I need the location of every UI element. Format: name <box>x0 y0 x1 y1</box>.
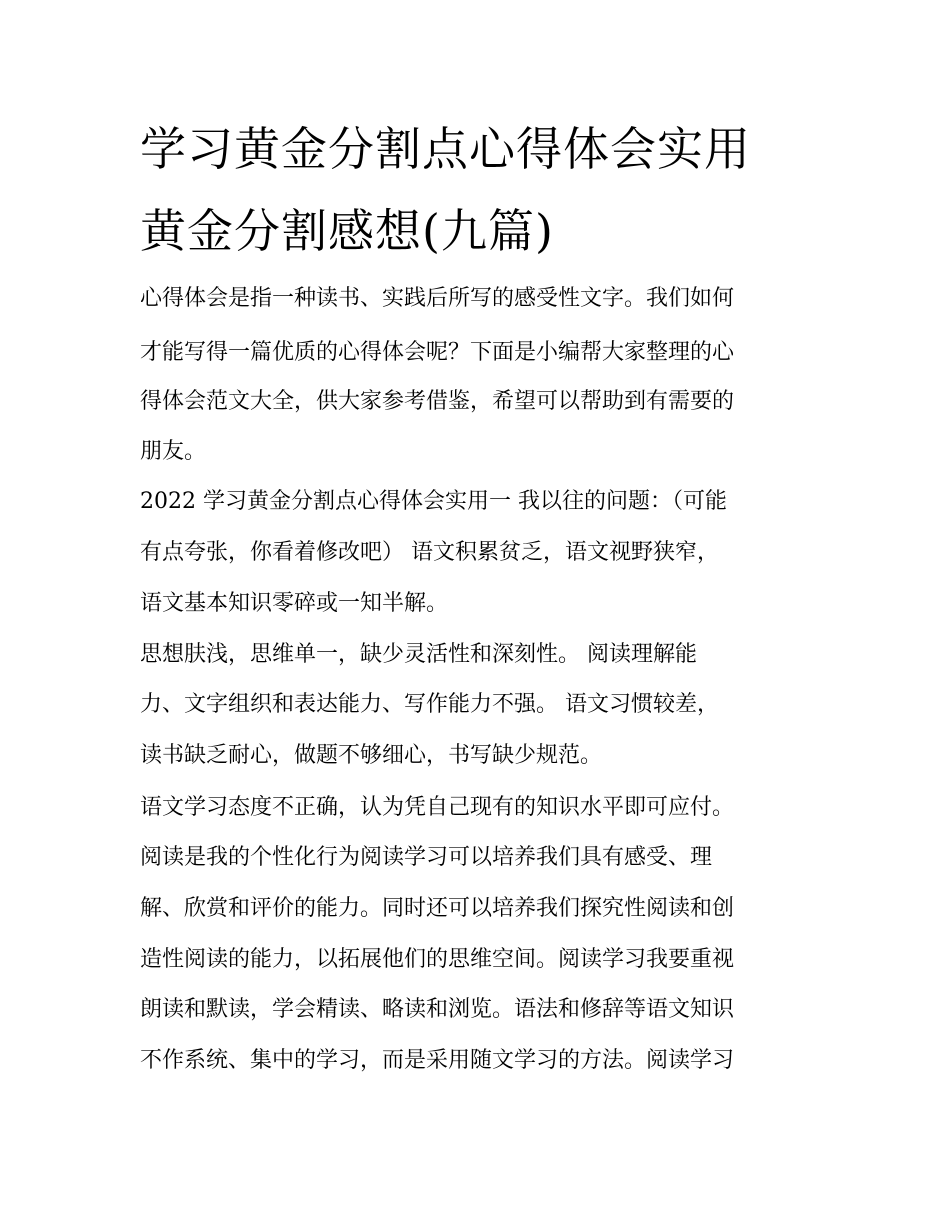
body-line: 语文基本知识零碎或一知半解。 <box>140 591 449 616</box>
document-title-line-1: 学习黄金分割点心得体会实用 <box>140 122 751 176</box>
body-line: 解、欣赏和评价的能力。同时还可以培养我们探究性阅读和创 <box>140 896 735 921</box>
body-line: 2022 学习黄金分割点心得体会实用一 我以往的问题：（可能 <box>140 489 727 514</box>
body-line: 有点夸张，你看着修改吧） 语文积累贫乏，语文视野狭窄， <box>140 540 719 565</box>
body-line: 力、文字组织和表达能力、写作能力不强。 语文习惯较差， <box>140 692 719 717</box>
document-title-line-2: 黄金分割感想(九篇) <box>140 204 554 258</box>
body-line: 语文学习态度不正确，认为凭自己现有的知识水平即可应付。 <box>140 795 735 820</box>
body-line: 不作系统、集中的学习，而是采用随文学习的方法。阅读学习 <box>140 1048 735 1073</box>
body-line: 心得体会是指一种读书、实践后所写的感受性文字。我们如何 <box>140 286 735 311</box>
body-line: 读书缺乏耐心，做题不够细心，书写缺少规范。 <box>140 743 603 768</box>
body-line: 阅读是我的个性化行为阅读学习可以培养我们具有感受、理 <box>140 845 713 870</box>
body-line: 朋友。 <box>140 439 207 464</box>
body-line: 造性阅读的能力，以拓展他们的思维空间。阅读学习我要重视 <box>140 947 735 972</box>
body-line: 得体会范文大全，供大家参考借鉴，希望可以帮助到有需要的 <box>140 389 735 414</box>
body-line: 才能写得一篇优质的心得体会呢？下面是小编帮大家整理的心 <box>140 340 735 365</box>
body-line: 朗读和默读，学会精读、略读和浏览。语法和修辞等语文知识 <box>140 997 735 1022</box>
body-line: 思想肤浅，思维单一，缺少灵活性和深刻性。 阅读理解能 <box>140 642 697 667</box>
